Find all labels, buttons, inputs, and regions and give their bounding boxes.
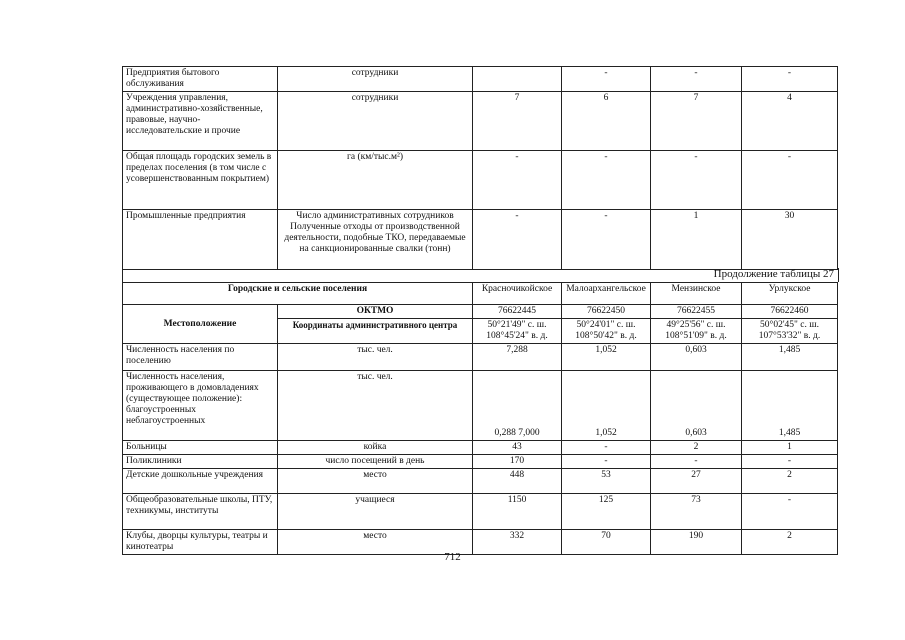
value-cell: 6	[562, 92, 651, 151]
value-cell: 43	[473, 441, 562, 455]
value-cell: -	[742, 494, 838, 530]
row-unit: сотрудники	[278, 67, 473, 92]
table-row	[123, 371, 838, 441]
value-cell: 30	[742, 210, 838, 270]
header-row-oktmo	[123, 305, 838, 319]
row-unit: место	[278, 469, 473, 494]
row-unit: тыс. чел.	[278, 371, 473, 441]
row-name: Детские дошкольные учреждения	[123, 469, 278, 494]
value-cell: 1,485	[742, 344, 838, 371]
value-cell: 170	[473, 455, 562, 469]
row-unit: тыс. чел.	[278, 344, 473, 371]
value-cell: 27	[651, 469, 742, 494]
value-cell: 7	[651, 92, 742, 151]
row-unit: га (км/тыс.м²)	[278, 151, 473, 210]
continuation-caption: Продолжение таблицы 27	[122, 268, 839, 282]
value-cell: 7	[473, 92, 562, 151]
row-name: Общая площадь городских земель в пределах поселения (в том числе с усовершенствованным покрытием)	[123, 151, 278, 210]
value-cell: 448	[473, 469, 562, 494]
value-cell: 73	[651, 494, 742, 530]
column-name: Малоархангельское	[562, 283, 651, 305]
value-cell: -	[651, 67, 742, 92]
coords-value: 49°25'56" с. ш. 108°51'09" в. д.	[651, 319, 742, 344]
row-unit: Число административных сотрудников Полученные отходы от производственной деятельности, подобные ТКО, передаваемые на санкционированные свалки (тонн)	[278, 210, 473, 270]
value-cell: -	[473, 151, 562, 210]
row-name: Клубы, дворцы культуры, театры и кинотеатры	[123, 530, 278, 555]
row-name: Общеобразовательные школы, ПТУ, техникумы, институты	[123, 494, 278, 530]
coords-value: 50°21'49" с. ш. 108°45'24" в. д.	[473, 319, 562, 344]
table-row	[123, 151, 838, 210]
value-cell: 2	[742, 530, 838, 555]
value-cell: 125	[562, 494, 651, 530]
oktmo-value: 76622455	[651, 305, 742, 319]
value-cell: 1	[742, 441, 838, 455]
bottom-table	[122, 282, 838, 555]
value-cell: 0,288 7,000	[473, 371, 562, 441]
value-cell: -	[562, 151, 651, 210]
table-row	[123, 344, 838, 371]
coords-label: Координаты административного центра	[278, 319, 473, 344]
row-unit: число посещений в день	[278, 455, 473, 469]
value-cell: 1,485	[742, 371, 838, 441]
table-row	[123, 67, 838, 92]
value-cell: 332	[473, 530, 562, 555]
value-cell: 2	[742, 469, 838, 494]
row-name: Учреждения управления, административно-хозяйственные, правовые, научно-исследовательские и прочие	[123, 92, 278, 151]
value-cell: -	[562, 455, 651, 469]
value-cell: -	[562, 67, 651, 92]
value-cell: -	[651, 455, 742, 469]
row-unit: койка	[278, 441, 473, 455]
coords-value: 50°24'01" с. ш. 108°50'42" в. д.	[562, 319, 651, 344]
value-cell: 1,052	[562, 344, 651, 371]
coords-value: 50°02'45" с. ш. 107°53'32" в. д.	[742, 319, 838, 344]
row-unit: сотрудники	[278, 92, 473, 151]
value-cell: 0,603	[651, 371, 742, 441]
value-cell: 1,052	[562, 371, 651, 441]
value-cell: -	[742, 455, 838, 469]
value-cell: 70	[562, 530, 651, 555]
table-row	[123, 455, 838, 469]
column-name: Красночикойское	[473, 283, 562, 305]
value-cell: 4	[742, 92, 838, 151]
oktmo-value: 76622450	[562, 305, 651, 319]
value-cell: -	[562, 441, 651, 455]
table-row	[123, 441, 838, 455]
value-cell: 53	[562, 469, 651, 494]
row-unit: место	[278, 530, 473, 555]
column-name: Мензинское	[651, 283, 742, 305]
value-cell: 0,603	[651, 344, 742, 371]
table-row	[123, 469, 838, 494]
value-cell: 7,288	[473, 344, 562, 371]
column-name: Урлукское	[742, 283, 838, 305]
value-cell: -	[562, 210, 651, 270]
value-cell: 1	[651, 210, 742, 270]
table-row	[123, 92, 838, 151]
header-row-settlements	[123, 283, 838, 305]
value-cell: -	[742, 67, 838, 92]
value-cell: 190	[651, 530, 742, 555]
settlements-title: Городские и сельские поселения	[123, 283, 473, 305]
row-name: Предприятия бытового обслуживания	[123, 67, 278, 92]
oktmo-value: 76622460	[742, 305, 838, 319]
value-cell: -	[651, 151, 742, 210]
table-row	[123, 210, 838, 270]
top-table	[122, 66, 838, 270]
row-name: Численность населения по поселению	[123, 344, 278, 371]
value-cell	[473, 67, 562, 92]
table-row	[123, 494, 838, 530]
value-cell: 1150	[473, 494, 562, 530]
value-cell: -	[473, 210, 562, 270]
row-name: Больницы	[123, 441, 278, 455]
value-cell: -	[742, 151, 838, 210]
oktmo-value: 76622445	[473, 305, 562, 319]
row-name: Промышленные предприятия	[123, 210, 278, 270]
location-label: Местоположение	[123, 305, 278, 344]
oktmo-label: ОКТМО	[278, 305, 473, 319]
row-name: Поликлиники	[123, 455, 278, 469]
row-unit: учащиеся	[278, 494, 473, 530]
value-cell: 2	[651, 441, 742, 455]
page-number: 712	[444, 551, 461, 563]
row-name: Численность населения, проживающего в домовладениях (существующее положение): благоустроенных неблагоустроенных	[123, 371, 278, 441]
